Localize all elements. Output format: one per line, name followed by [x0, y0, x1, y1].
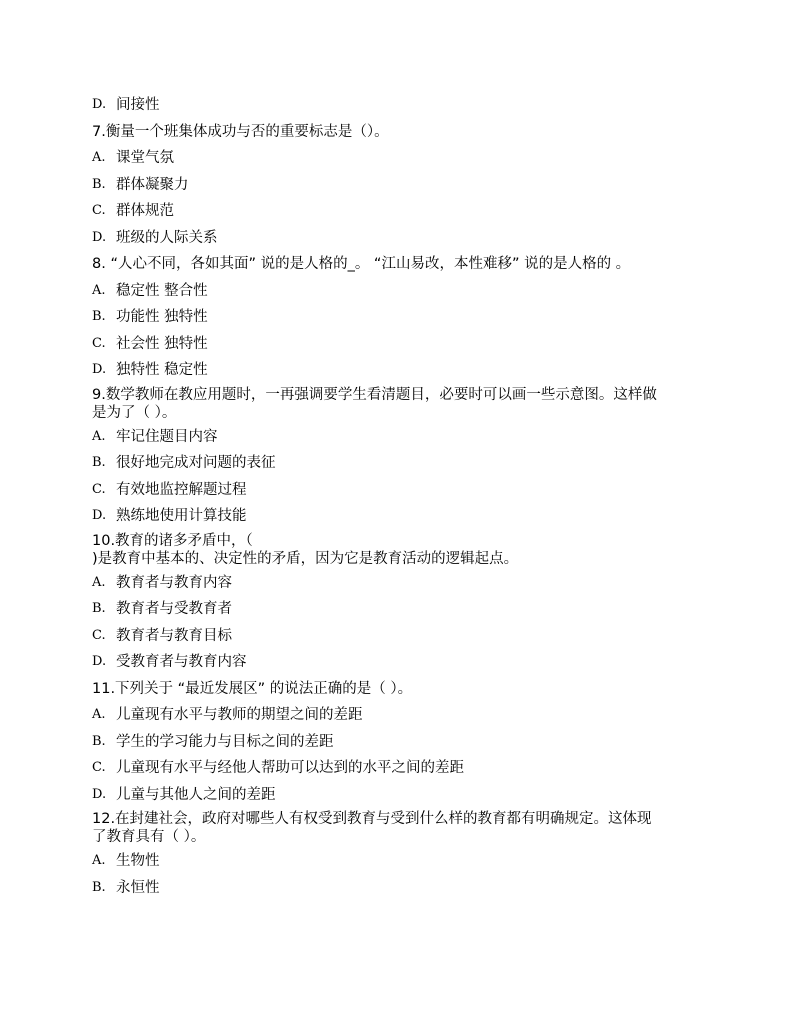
answer-option	[92, 450, 712, 477]
option-letter: A.	[92, 707, 106, 723]
answer-option	[92, 477, 712, 504]
question-line: 8. “人心不同，各如其面” 说的是人格的_。 “江山易改，本性难移” 说的是人格的 。	[92, 256, 631, 273]
option-letter: D.	[92, 508, 107, 524]
option-letter: B.	[92, 455, 106, 471]
option-letter: D.	[92, 654, 107, 670]
option-letter: D.	[92, 786, 107, 802]
answer-option	[92, 172, 712, 199]
option-text: 熟练地使用计算技能	[116, 508, 247, 525]
answer-option	[92, 424, 712, 451]
option-text: 课堂气氛	[116, 150, 174, 167]
answer-option	[92, 875, 712, 902]
question-line: 12.在封建社会，政府对哪些人有权受到教育与受到什么样的教育都有明确规定。这体现	[92, 811, 652, 827]
option-text: 生物性	[116, 853, 160, 870]
option-text: 稳定性 整合性	[116, 282, 208, 299]
option-letter: A.	[92, 574, 106, 590]
option-letter: B.	[92, 601, 106, 617]
answer-option	[92, 92, 712, 119]
option-letter: C.	[92, 481, 106, 497]
answer-option	[92, 729, 712, 756]
question-stem	[92, 251, 712, 278]
answer-option	[92, 225, 712, 252]
option-text: 间接性	[116, 97, 160, 114]
option-letter: D.	[92, 362, 107, 378]
option-text: 儿童现有水平与教师的期望之间的差距	[116, 707, 363, 724]
answer-option	[92, 304, 712, 331]
question-stem	[92, 530, 712, 570]
option-letter: A.	[92, 428, 106, 444]
question-line: 了教育具有（ ）。	[92, 829, 206, 845]
option-letter: B.	[92, 879, 106, 895]
option-text: 永恒性	[116, 879, 160, 896]
option-letter: D.	[92, 229, 107, 245]
answer-option	[92, 848, 712, 875]
option-text: 学生的学习能力与目标之间的差距	[116, 733, 334, 750]
question-line: 11.下列关于 “最近发展区” 的说法正确的是（ ）。	[92, 680, 413, 697]
option-text: 群体规范	[116, 203, 174, 220]
question-line: 10.教育的诸多矛盾中，（	[92, 532, 253, 549]
option-text: 功能性 独特性	[116, 309, 208, 326]
option-letter: D.	[92, 97, 107, 113]
answer-option	[92, 503, 712, 530]
option-letter: B.	[92, 733, 106, 749]
option-text: 独特性 稳定性	[116, 362, 208, 379]
option-text: 有效地监控解题过程	[116, 481, 247, 498]
option-text: 儿童与其他人之间的差距	[116, 786, 276, 803]
option-text: 班级的人际关系	[116, 229, 218, 246]
answer-option	[92, 623, 712, 650]
answer-option	[92, 755, 712, 782]
question-line: )是教育中基本的、决定性的矛盾，因为它是教育活动的逻辑起点。	[92, 550, 519, 567]
option-letter: C.	[92, 627, 106, 643]
option-text: 教育者与教育内容	[116, 574, 232, 591]
option-letter: C.	[92, 335, 106, 351]
answer-option	[92, 782, 712, 809]
option-text: 社会性 独特性	[116, 335, 208, 352]
option-letter: A.	[92, 853, 106, 869]
answer-option	[92, 702, 712, 729]
answer-option	[92, 145, 712, 172]
question-stem	[92, 384, 712, 424]
answer-option	[92, 331, 712, 358]
option-text: 受教育者与教育内容	[116, 654, 247, 671]
question-line: 是为了（ ）。	[92, 404, 177, 421]
option-letter: B.	[92, 176, 106, 192]
option-text: 教育者与受教育者	[116, 601, 232, 618]
question-line: 7.衡量一个班集体成功与否的重要标志是（）。	[92, 123, 389, 140]
answer-option	[92, 357, 712, 384]
answer-option	[92, 596, 712, 623]
option-letter: C.	[92, 760, 106, 776]
answer-option	[92, 198, 712, 225]
option-text: 儿童现有水平与经他人帮助可以达到的水平之间的差距	[116, 760, 464, 777]
option-text: 教育者与教育目标	[116, 627, 232, 644]
option-letter: A.	[92, 150, 106, 166]
question-stem	[92, 676, 712, 703]
exam-page	[92, 92, 712, 901]
answer-option	[92, 278, 712, 305]
option-text: 很好地完成对问题的表征	[116, 455, 276, 472]
option-text: 群体凝聚力	[116, 176, 189, 193]
answer-option	[92, 570, 712, 597]
option-letter: A.	[92, 282, 106, 298]
answer-option	[92, 649, 712, 676]
question-stem	[92, 119, 712, 146]
option-text: 牢记住题目内容	[116, 428, 218, 445]
option-letter: C.	[92, 203, 106, 219]
question-line: 9.数学教师在教应用题时，一再强调要学生看清题目，必要时可以画一些示意图。这样做	[92, 386, 657, 403]
option-letter: B.	[92, 309, 106, 325]
question-stem	[92, 808, 712, 848]
